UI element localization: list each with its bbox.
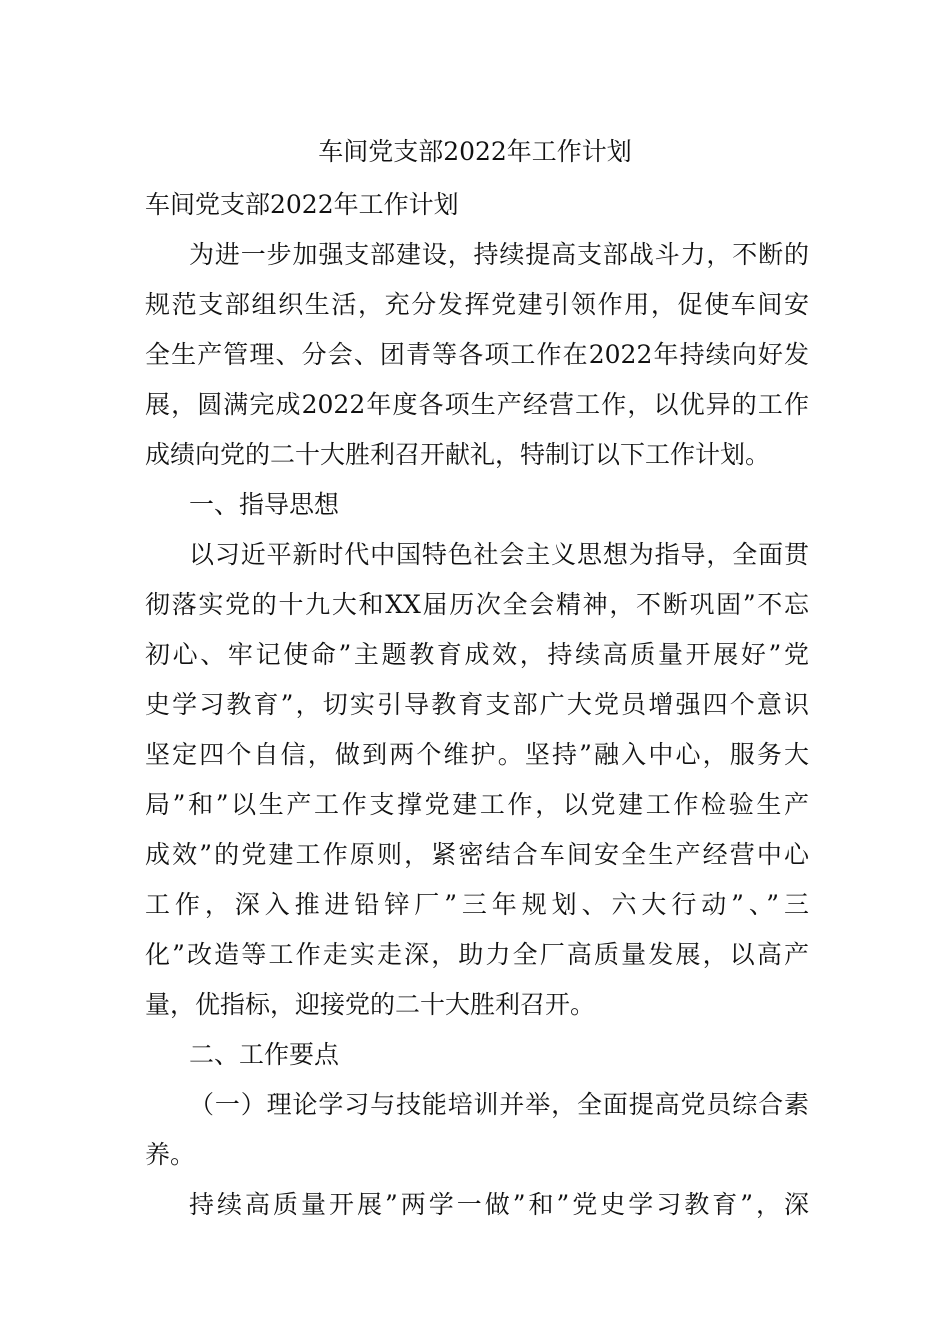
paragraph-point-1-body	[145, 1180, 809, 1230]
text-line: 量，优指标，迎接党的二十大胜利召开。	[145, 990, 596, 1019]
text-line: 为进一步加强支部建设，持续提高支部战斗力，不断的	[189, 240, 809, 269]
section-heading-guiding-ideology	[145, 480, 809, 530]
text-line: 史学习教育”，切实引导教育支部广大党员增强四个意识	[145, 690, 809, 719]
text-line: 成绩向党的二十大胜利召开献礼，特制订以下工作计划。	[145, 440, 771, 469]
text-line: 彻落实党的十九大和XX届历次全会精神，不断巩固”不忘	[145, 590, 809, 619]
text-line: 全生产管理、分会、团青等各项工作在2022年持续向好发	[145, 340, 809, 369]
paragraph-point-1	[145, 1080, 809, 1180]
text-line: 持续高质量开展”两学一做”和”党史学习教育”，深	[189, 1190, 809, 1219]
text-line: 化”改造等工作走实走深，助力全厂高质量发展，以高产	[145, 940, 809, 969]
text-line: 成效”的党建工作原则，紧密结合车间安全生产经营中心	[145, 840, 809, 869]
paragraph-guiding	[145, 530, 809, 1030]
text-line: 坚定四个自信，做到两个维护。坚持”融入中心，服务大	[145, 740, 809, 769]
text-line: 规范支部组织生活，充分发挥党建引领作用，促使车间安	[145, 290, 809, 319]
paragraph-intro	[145, 230, 809, 480]
text-line: 局”和”以生产工作支撑党建工作，以党建工作检验生产	[145, 790, 809, 819]
heading-line: 一、指导思想	[189, 490, 340, 519]
text-line: 工作，深入推进铅锌厂”三年规划、六大行动”、”三	[145, 890, 809, 919]
text-line: 养。	[145, 1140, 196, 1169]
document-title: 车间党支部2022年工作计划	[318, 137, 632, 166]
document-body	[145, 180, 809, 1230]
heading-line: 二、工作要点	[189, 1040, 340, 1069]
text-line: 初心、牢记使命”主题教育成效，持续高质量开展好”党	[145, 640, 809, 669]
subtitle-line: 车间党支部2022年工作计划	[145, 190, 459, 219]
text-line: 以习近平新时代中国特色社会主义思想为指导，全面贯	[189, 540, 809, 569]
section-heading-work-points	[145, 1030, 809, 1080]
document-subtitle	[145, 180, 809, 230]
text-line: （一）理论学习与技能培训并举，全面提高党员综合素	[189, 1090, 809, 1119]
text-line: 展，圆满完成2022年度各项生产经营工作，以优异的工作	[145, 390, 809, 419]
